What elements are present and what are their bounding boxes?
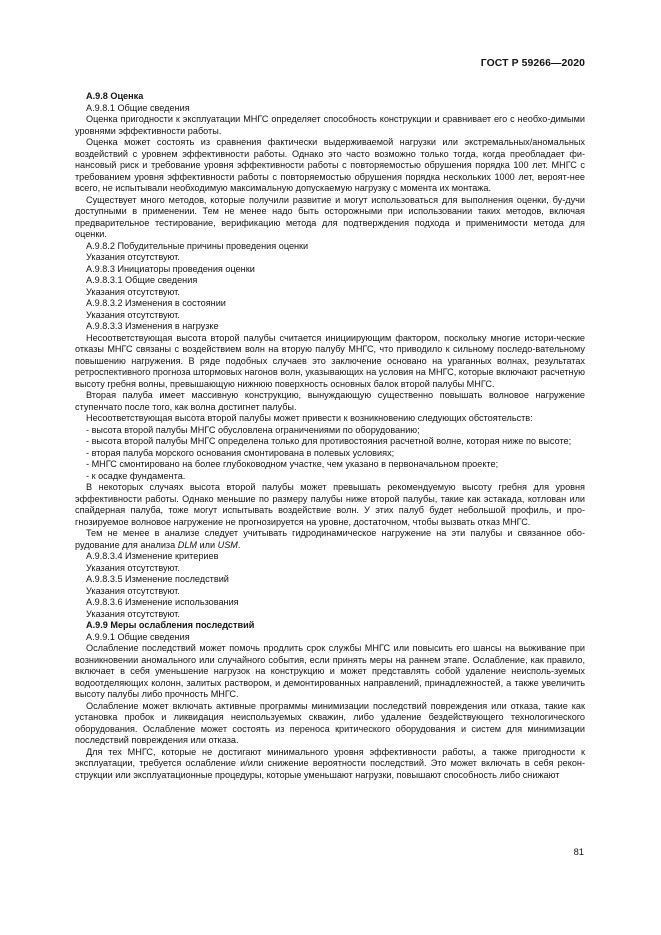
document-body	[75, 91, 585, 781]
body-paragraph: Оценка пригодности к эксплуатации МНГС определяет способность конструкции и сравнивает его с необхо-димыми уровнями эффективности работы.	[75, 114, 585, 136]
body-paragraph: Для тех МНГС, которые не достигают минимального уровня эффективности работы, а также пригодности к эксплуатации, требуется ослабление и/или снижение вероятности последствий. Это может включать в себя рекон-струкции или эксплуатационные процедуры, которые уменьшают нагрузки, повышают способность либо снижают	[75, 746, 585, 780]
subsection-line: Указания отсутствуют.	[86, 286, 180, 297]
document-id: ГОСТ Р 59266—2020	[480, 58, 585, 69]
subsection-line: А.9.8.3.3 Изменения в нагрузке	[86, 321, 219, 331]
body-paragraph: Тем не менее в анализе следует учитывать гидродинамическое нагружение на эти палубы и связанное обо-рудование для анализа DLM или USM.	[75, 528, 585, 550]
body-paragraph: В некоторых случаях высота второй палубы может превышать рекомендуемую высоту гребня для уровня эффективности работы. Однако меньшие по размеру палубы ниже второй палубы, такие как эстакада, котлован или спайдерная палуба, тоже могут испытывать воздействие волн. У этих палуб будет небольшой профиль, и про-гнозируемое волновое нагружение не прогнозируется на уровне, достаточном, чтобы вызвать отказ МНГС.	[75, 482, 585, 527]
subsection-line: Указания отсутствуют.	[86, 585, 180, 596]
subsection-line: Указания отсутствуют.	[86, 562, 180, 573]
section-heading: А.9.8 Оценка	[86, 91, 144, 101]
subsection-line: А.9.8.1 Общие сведения	[86, 102, 190, 113]
subsection-line: Указания отсутствуют.	[86, 309, 180, 320]
page-number: 81	[573, 846, 584, 857]
body-paragraph: Несоответствующая высота второй палубы может привести к возникновению следующих обстоятельств:	[86, 413, 533, 423]
subsection-line: А.9.8.3 Инициаторы проведения оценки	[86, 263, 255, 274]
body-paragraph: Несоответствующая высота второй палубы считается инициирующим фактором, поскольку многие истори-ческие отказы МНГС связаны с воздействием волн на вторую палубу МНГС, что приводило к сильному последо-вательному повышению нагружения. В ряде подобных случаев это заключение основано на ураганных волнах, результатах ретроспективного прогноза штормовых нагонов волн, указывающих на условия на МНГС, которые включают расчетную высоту гребня волны, превышающую нижнюю поверхность основных балок второй палубы МНГС.	[75, 332, 585, 389]
body-paragraph: Оценка может состоять из сравнения фактически выдерживаемой нагрузки или экстремальных/аномальных воздействий с уровнем эффективности работы. Однако это часто возможно только тогда, когда преобладает фи-нансовый риск и требование уровня эффективности работы с повторяемостью обрушения порядка 100 лет. МНГС с требованием уровня эффективности работы с повторяемостью обрушения порядка нескольких 1000 лет, вероят-нее всего, не испытывали необходимую максимальную допускаемую нагрузку с момента их монтажа.	[75, 137, 585, 193]
body-paragraph: Ослабление может включать активные программы минимизации последствий повреждения или отказа, такие как установка пробок и ликвидация неиспользуемых скважин, либо удаление бездействующего технологического оборудования. Ослабление может состоять из переноса критического оборудования и систем для минимизации последствий повреждения или отказа.	[75, 700, 585, 745]
subsection-line: А.9.8.3.4 Изменение критериев	[86, 551, 219, 561]
subsection-line: А.9.9.1 Общие сведения	[86, 631, 190, 642]
body-paragraph: - высота второй палубы МНГС определена только для противостояния расчетной волне, которая ниже по высоте;	[86, 436, 572, 446]
subsection-line: А.9.8.3.6 Изменение использования	[86, 597, 239, 607]
body-paragraph: - к осадке фундамента.	[86, 470, 186, 481]
body-paragraph: Вторая палуба имеет массивную конструкцию, вынуждающую существенно повышать волновое нагружение ступенчато после того, как волна достигнет палубы.	[75, 390, 585, 412]
subsection-line: Указания отсутствуют.	[86, 608, 180, 619]
body-paragraph: - МНГС смонтировано на более глубоководном участке, чем указано в первоначальном проекте;	[86, 459, 499, 469]
subsection-line: А.9.8.3.1 Общие сведения	[86, 275, 198, 285]
body-paragraph: Существует много методов, которые получили развитие и могут использоваться для выполнения оценки, бу-дучи доступными в применении. Тем не менее надо быть осторожными при использовании таких методов, включая предварительное тестирование, верификацию метода для подтверждения подхода и применимости метода для оценки.	[75, 194, 585, 239]
section-heading: А.9.9 Меры ослабления последствий	[86, 620, 255, 630]
subsection-line: А.9.8.3.2 Изменения в состоянии	[86, 298, 226, 308]
subsection-line: А.9.8.2 Побудительные причины проведения оценки	[86, 240, 309, 251]
body-paragraph: - вторая палуба морского основания смонтирована в полевых условиях;	[86, 447, 395, 458]
body-paragraph: - высота второй палубы МНГС обусловлена ограничениями по оборудованию;	[86, 424, 420, 435]
subsection-line: А.9.8.3.5 Изменение последствий	[86, 574, 229, 584]
body-paragraph: Ослабление последствий может помочь продлить срок службы МНГС или повысить его шансы на выживание при возникновении аномального или случайного события, если принять меры на раннем этапе. Ослабление, как правило, включает в себя уменьшение нагрузок на конструкцию и может представлять собой удаление неисполь-зуемых водоотделяющих колонн, залитых раствором, и демонтированных направлений, принадлежностей, а также увеличить высоту палубы либо прочность МНГС.	[75, 643, 585, 699]
subsection-line: Указания отсутствуют.	[86, 252, 180, 262]
